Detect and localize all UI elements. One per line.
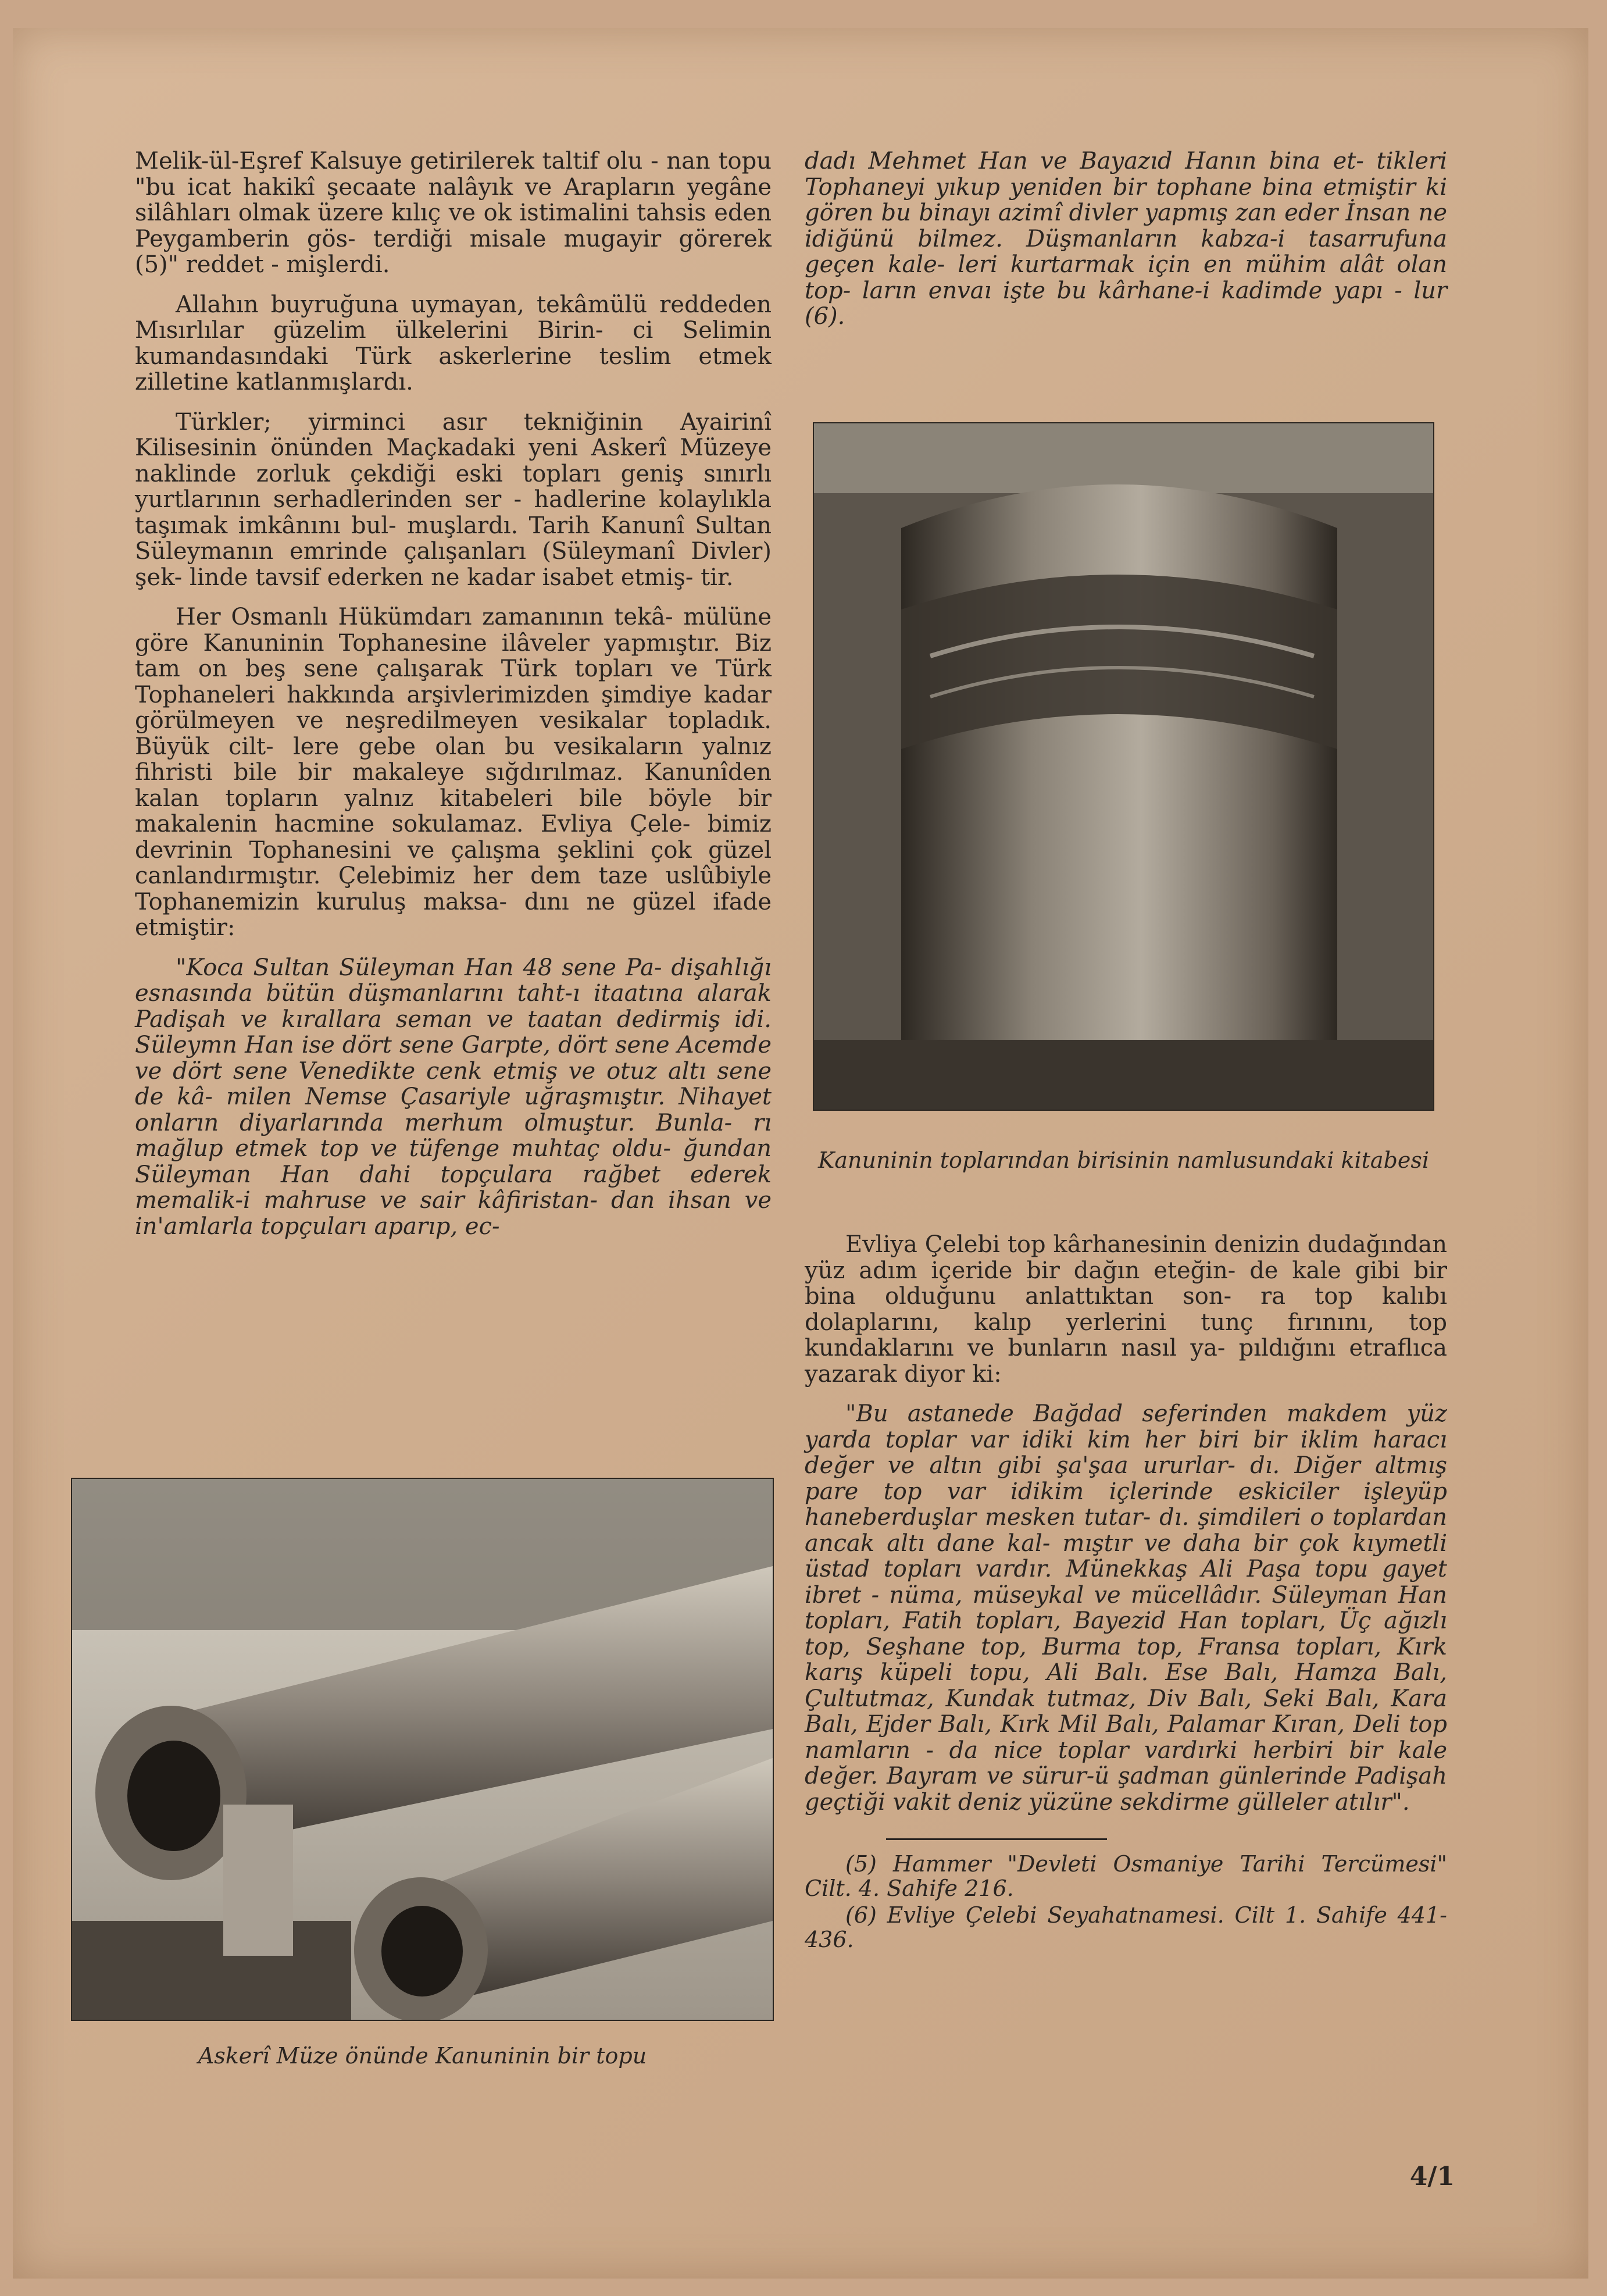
- footnote-divider: [886, 1838, 1107, 1840]
- paragraph: Her Osmanlı Hükümdarı zamanının tekâ- mülüne göre Kanuninin Tophanesine ilâveler yapmıştır. Biz tam on beş sene çalışarak Türk topları ve Türk Tophaneleri hakkında arşivlerimizden şimdiye kadar görülmeyen ve neşredilmeyen vesikalar topladık. Büyük cilt- lere gebe olan bu vesikaların yalnız fihristi bile bir makaleye sığdırılmaz. Kanunîden kalan topların yalnız kitabeleri bile böyle bir makalenin hacmine sokulamaz. Evliya Çele- bimiz devrinin Tophanesini ve çalışma şeklini çok güzel canlandırmıştır. Çelebimiz her dem taze uslûbiyle Tophanemizin kuruluş maksa- dını ne güzel ifade etmiştir:: [135, 604, 779, 941]
- photo-caption: Askerî Müze önünde Kanuninin bir topu: [198, 2043, 647, 2069]
- paragraph: Allahın buyruğuna uymayan, tekâmülü reddeden Mısırlılar güzelim ülkelerini Birin- ci Selimin kumandasındaki Türk askerlerine teslim etmek zilletine katlanmışlardı.: [135, 291, 779, 395]
- photo-cannons: [72, 1479, 773, 2020]
- inscription-photo-illustration: [814, 423, 1433, 1110]
- paragraph: Melik-ül-Eşref Kalsuye getirilerek taltif olu - nan topu "bu icat hakikî şecaate nalâyık ve Arapların yegâne silâhları olmak üzere kılıç ve ok istimalini tahsis eden Peygamberin gös- terdiği misale mugayir görerek (5)" reddet - mişlerdi.: [135, 148, 779, 278]
- quote-continuation: dadı Mehmet Han ve Bayazıd Hanın bina et- tikleri Tophaneyi yıkup yeniden bir tophane bina etmiştir ki gören bu binayı azimî divler yapmış zan eder İnsan ne idiğünü bilmez. Düşmanların kabza-i tasarrufuna geçen kale- leri kurtarmak için en mühim alât olan top- ların envaı işte bu kârhane-i kadimde yapı - lur (6).: [805, 148, 1455, 330]
- right-column: [805, 148, 1455, 344]
- footnote: (5) Hammer "Devleti Osmaniye Tarihi Tercümesi" Cilt. 4. Sahife 216.: [805, 1851, 1455, 1901]
- quote-block: "Koca Sultan Süleyman Han 48 sene Pa- dişahlığı esnasında bütün düşmanlarını taht-ı itaatına alarak Padişah ve kırallara seman ve taatan dedirmiş idi. Süleymn Han ise dört sene Garpte, dört sene Acemde ve dört sene Venedikte cenk etmiş ve otuz altı sene de kâ- milen Nemse Çasariyle uğraşmıştır. Nihayet onların diyarlarında merhum olmuştur. Bunla- rı mağlup etmek top ve tüfenge muhtaç oldu- ğundan Süleyman Han dahi topçulara rağbet ederek memalik-i mahruse ve sair kâfiristan- dan ihsan ve in'amlarla topçuları aparıp, ec-: [135, 954, 779, 1240]
- photo-inscription: [814, 423, 1433, 1110]
- footnote: (6) Evliye Çelebi Seyahatnamesi. Cilt 1. Sahife 441-436.: [805, 1902, 1447, 1952]
- document-page: [13, 28, 1588, 2279]
- cannon-photo-illustration: [72, 1479, 773, 2020]
- right-column-lower: [805, 1231, 1455, 1954]
- page-number: 4/1: [1409, 2162, 1455, 2191]
- paragraph: Türkler; yirminci asır tekniğinin Ayairinî Kilisesinin önünden Maçkadaki yeni Askerî Müzeye naklinde zorluk çekdiği eski topları geniş sınırlı yurtlarının serhadlerinden ser - hadlerine kolaylıkla taşımak imkânını bul- muşlardı. Tarih Kanunî Sultan Süleymanın emrinde çalışanları (Süleymanî Divler) şek- linde tavsif ederken ne kadar isabet etmiş- tir.: [135, 408, 779, 591]
- left-column: [135, 148, 779, 1253]
- photo-caption: Kanuninin toplarından birisinin namlusundaki kitabesi: [817, 1147, 1430, 1173]
- quote-block: "Bu astanede Bağdad seferinden makdem yüz yarda toplar var idiki kim her biri bir iklim haracı değer ve altın gibi şa'şaa ururlar- dı. Diğer altmış pare top var idikim içlerinde eskiciler işleyüp haneberduşlar mesken tutar- dı. şimdileri o toplardan ancak altı dane kal- mıştır ve daha bir çok kıymetli üstad topları vardır. Münekkaş Ali Paşa topu gayet ibret - nüma, müseykal ve mücellâdır. Süleyman Han topları, Fatih topları, Bayezid Han topları, Üç ağızlı top, Seşhane top, Burma top, Fransa topları, Kırk karış küpeli topu, Ali Balı. Ese Balı, Hamza Balı, Çultutmaz, Kundak tutmaz, Div Balı, Seki Balı, Kara Balı, Ejder Balı, Kırk Mil Balı, Palamar Kıran, Deli top namların - da nice toplar vardırki herbiri bir kale değer. Bayram ve sürur-ü şadman günlerinde Padişah geçtiği vakit deniz yüzüne sekdirme gülleler atılır".: [805, 1400, 1455, 1816]
- paragraph: Evliya Çelebi top kârhanesinin denizin dudağından yüz adım içeride bir dağın eteğin- de kale gibi bir bina olduğunu anlattıktan son- ra top kalıbı dolaplarını, kalıp yerlerini tunç fırınını, top kundaklarını ve bunların nasıl ya- pıldığını etraflıca yazarak diyor ki:: [805, 1231, 1455, 1388]
